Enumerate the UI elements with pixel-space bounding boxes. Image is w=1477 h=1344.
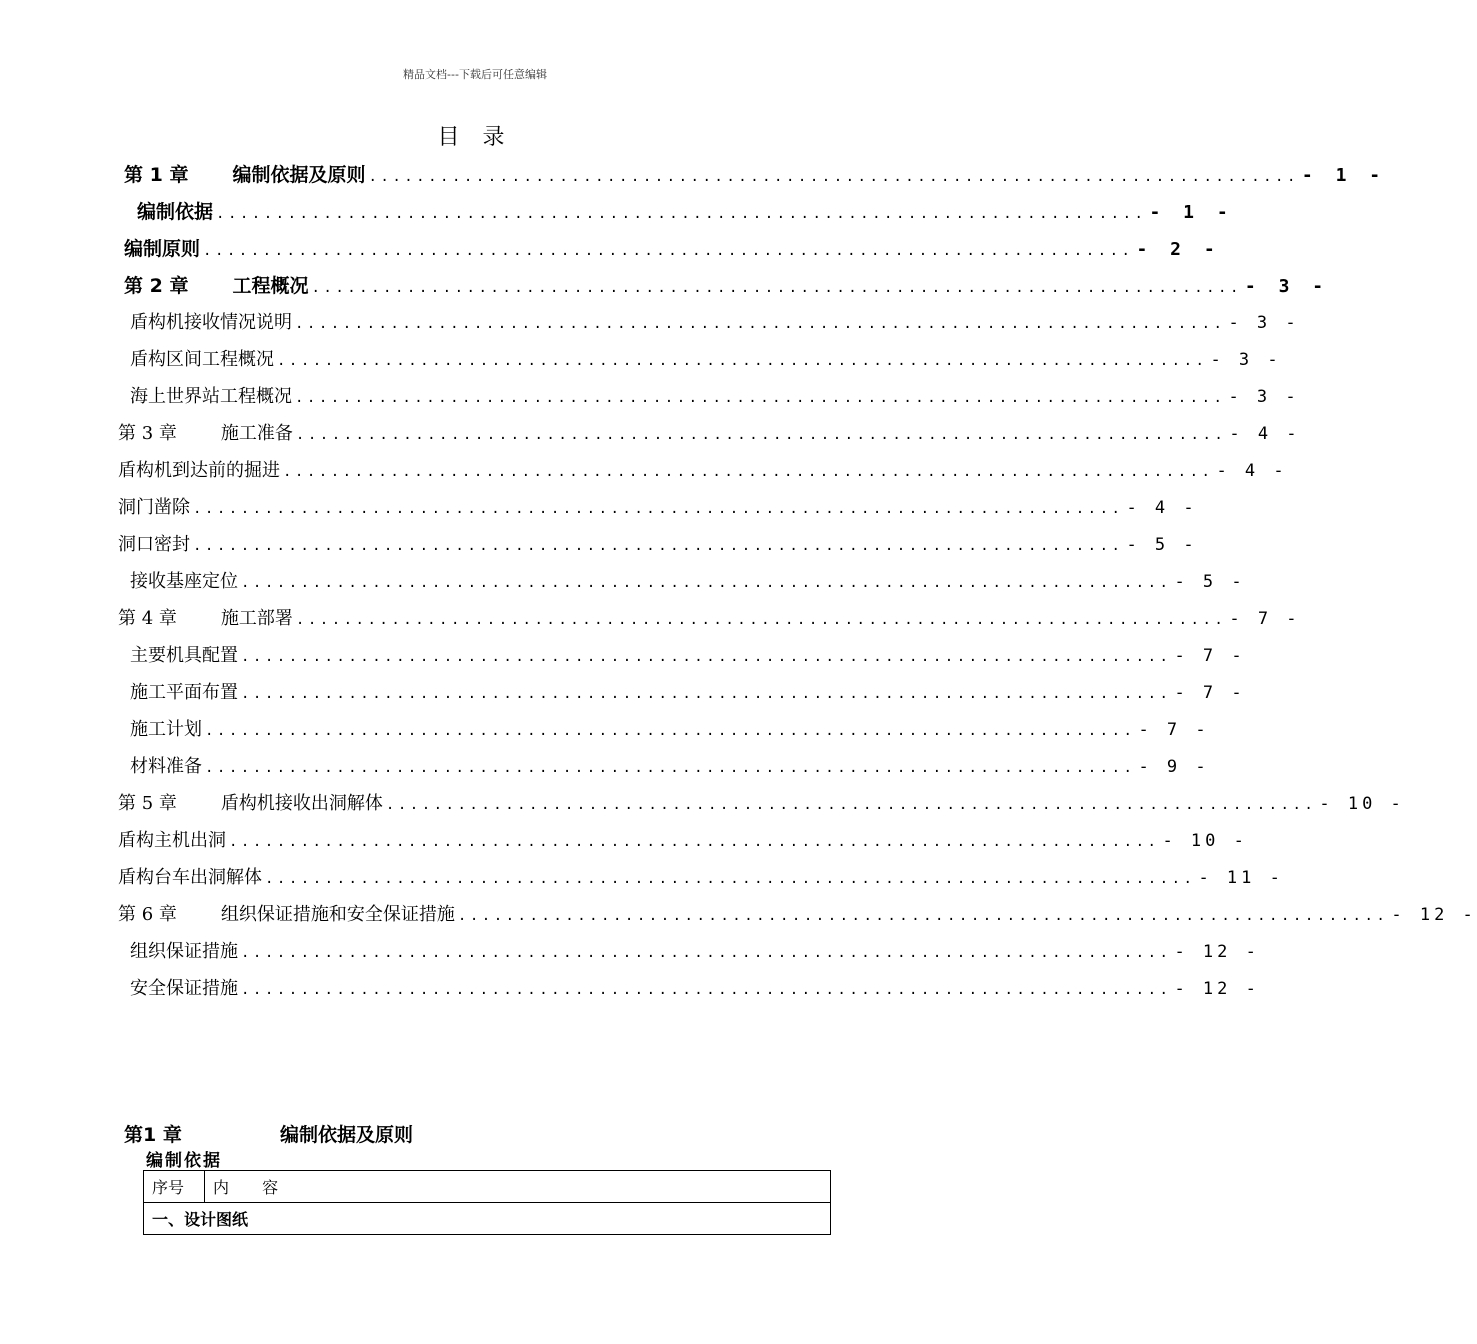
toc-dot-leader: .............................................................................. [241, 982, 1172, 998]
toc-page-number: - 4 - [1126, 498, 1198, 518]
toc-entry[interactable] [130, 678, 1246, 708]
toc-page-number: - 7 - [1174, 646, 1246, 666]
toc-dot-leader: .............................................................................. [295, 427, 1227, 443]
section-heading: 编制依据 [146, 1151, 222, 1171]
toc-entry[interactable] [118, 863, 1284, 893]
toc-entry-title: 工程概况 [232, 275, 309, 297]
toc-entry[interactable] [130, 308, 1300, 338]
toc-entry-title: 盾构机接收情况说明 [130, 312, 292, 333]
toc-entry[interactable] [118, 604, 1301, 634]
chapter-title: 编制依据及原则 [280, 1124, 414, 1146]
toc-chapter-number: 第 6 章 [118, 904, 177, 925]
toc-page-number: - 3 - [1210, 350, 1282, 370]
toc-entry[interactable] [118, 493, 1198, 523]
toc-page-number: - 3 - [1228, 313, 1300, 333]
toc-dot-leader: .............................................................................. [241, 686, 1172, 702]
toc-page-number: - 5 - [1126, 535, 1198, 555]
toc-entry-title: 盾构台车出洞解体 [118, 867, 262, 888]
toc-dot-leader: .............................................................................. [385, 797, 1317, 813]
toc-dot-leader: .............................................................................. [241, 649, 1172, 665]
toc-page-number: - 12 - [1391, 905, 1477, 925]
toc-entry[interactable] [130, 345, 1282, 375]
toc-dot-leader: .............................................................................. [295, 316, 1226, 332]
toc-dot-leader: .............................................................................. [277, 353, 1208, 369]
toc-chapter-number: 第 1 章 [124, 164, 189, 186]
toc-entry[interactable] [118, 419, 1301, 449]
toc-chapter-number: 第 5 章 [118, 793, 177, 814]
toc-dot-leader: .............................................................................. [295, 612, 1227, 628]
toc-dot-leader: .............................................................................. [311, 280, 1242, 296]
toc-entry-title: 接收基座定位 [130, 571, 238, 592]
toc-entry[interactable] [118, 900, 1477, 930]
toc-dot-leader: .............................................................................. [241, 575, 1172, 591]
toc-entry-title: 盾构机到达前的掘进 [118, 460, 280, 481]
toc-entry[interactable] [137, 197, 1234, 227]
toc-page-number: - 9 - [1138, 757, 1210, 777]
toc-dot-leader: .............................................................................. [205, 760, 1136, 776]
toc-entry-title: 编制依据 [137, 201, 214, 223]
toc-title: 目 录 [437, 125, 513, 150]
toc-dot-leader: .............................................................................. [457, 908, 1389, 924]
toc-entry-title: 洞门凿除 [118, 497, 190, 518]
table-header-row [144, 1171, 831, 1203]
toc-entry-title: 施工准备 [220, 423, 293, 444]
toc-entry-title: 安全保证措施 [130, 978, 238, 999]
toc-entry-title: 施工平面布置 [130, 682, 238, 703]
toc-entry[interactable] [118, 456, 1288, 486]
toc-dot-leader: .............................................................................. [203, 243, 1134, 259]
table-group-cell: 一、设计图纸 [144, 1203, 831, 1235]
toc-entry-title: 海上世界站工程概况 [130, 386, 292, 407]
table-header-cell: 内 容 [205, 1171, 831, 1203]
toc-dot-leader: .............................................................................. [295, 390, 1226, 406]
toc-dot-leader: .............................................................................. [229, 834, 1160, 850]
toc-entry[interactable] [130, 974, 1260, 1004]
toc-entry-title: 盾构机接收出洞解体 [220, 793, 383, 814]
toc-entry-title: 主要机具配置 [130, 645, 238, 666]
chapter-heading [124, 1120, 413, 1147]
toc-entry[interactable] [130, 641, 1246, 671]
toc-page-number: - 1 - [1301, 165, 1387, 186]
toc-entry[interactable] [130, 752, 1210, 782]
toc-page-number: - 4 - [1229, 424, 1301, 444]
toc-page-number: - 11 - [1198, 868, 1284, 888]
toc-entry-title: 盾构区间工程概况 [130, 349, 274, 370]
toc-entry-title: 施工部署 [220, 608, 293, 629]
toc-dot-leader: .............................................................................. [193, 538, 1124, 554]
toc-chapter-number: 第 4 章 [118, 608, 177, 629]
toc-entry[interactable] [130, 937, 1260, 967]
toc-page-number: - 12 - [1174, 979, 1260, 999]
toc-entry-title: 组织保证措施和安全保证措施 [220, 904, 455, 925]
toc-page-number: - 2 - [1136, 239, 1221, 260]
toc-page-number: - 1 - [1149, 202, 1234, 223]
toc-page-number: - 7 - [1138, 720, 1210, 740]
basis-table [143, 1170, 831, 1235]
table-header-cell: 序号 [144, 1171, 205, 1203]
toc-entry-title: 编制原则 [124, 238, 201, 260]
toc-dot-leader: .............................................................................. [368, 169, 1299, 185]
toc-dot-leader: .............................................................................. [205, 723, 1136, 739]
toc-entry[interactable] [130, 567, 1246, 597]
toc-dot-leader: .............................................................................. [283, 464, 1214, 480]
chapter-number: 第1 章 [124, 1124, 182, 1146]
toc-entry[interactable] [130, 715, 1210, 745]
toc-entry-title: 洞口密封 [118, 534, 190, 555]
toc-entry[interactable] [118, 530, 1198, 560]
toc-entry-title: 盾构主机出洞 [118, 830, 226, 851]
toc-entry[interactable] [124, 234, 1221, 264]
toc-chapter-number: 第 3 章 [118, 423, 177, 444]
toc-entry[interactable] [130, 382, 1300, 412]
toc-entry[interactable] [118, 789, 1405, 819]
page-header: 精品文档---下载后可任意编辑 [403, 68, 547, 81]
toc-dot-leader: .............................................................................. [193, 501, 1124, 517]
toc-page-number: - 7 - [1229, 609, 1301, 629]
toc-page-number: - 4 - [1216, 461, 1288, 481]
toc-entry[interactable] [118, 826, 1248, 856]
toc-page-number: - 10 - [1319, 794, 1405, 814]
toc-chapter-number: 第 2 章 [124, 275, 189, 297]
toc-entry-title: 材料准备 [130, 756, 202, 777]
toc-page-number: - 5 - [1174, 572, 1246, 592]
toc-page-number: - 12 - [1174, 942, 1260, 962]
toc-dot-leader: .............................................................................. [241, 945, 1172, 961]
table-row [144, 1203, 831, 1235]
toc-page-number: - 10 - [1162, 831, 1248, 851]
toc-entry-title: 组织保证措施 [130, 941, 238, 962]
toc-dot-leader: .............................................................................. [216, 206, 1147, 222]
toc-entry[interactable] [124, 160, 1387, 190]
toc-page-number: - 3 - [1244, 276, 1330, 297]
toc-entry-title: 编制依据及原则 [232, 164, 366, 186]
toc-entry[interactable] [124, 271, 1330, 301]
toc-page-number: - 7 - [1174, 683, 1246, 703]
toc-dot-leader: .............................................................................. [265, 871, 1196, 887]
toc-page-number: - 3 - [1228, 387, 1300, 407]
toc-entry-title: 施工计划 [130, 719, 202, 740]
